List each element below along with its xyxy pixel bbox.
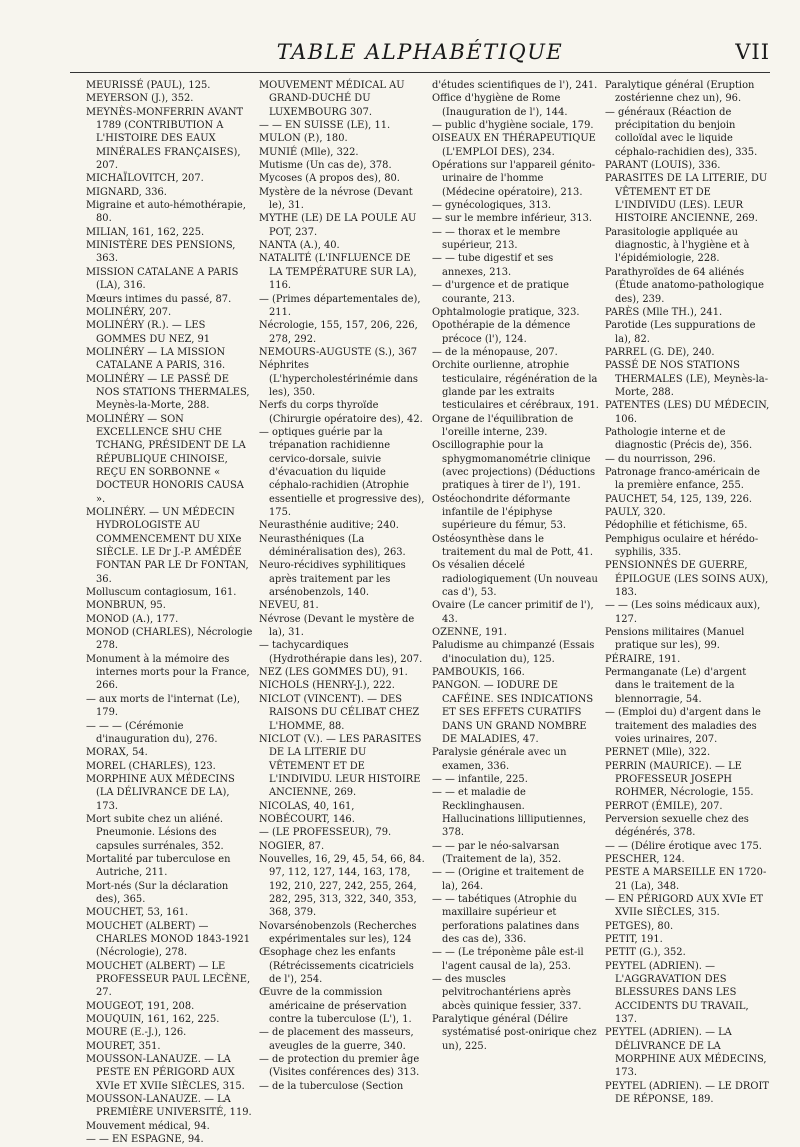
index-entry: MOLINÉRY (R.). — LES GOMMES DU NEZ, 91 xyxy=(86,320,211,345)
index-entry: Parasitologie appliquée au diagnostic, à l'hygiène et à l'épidémiologie, 228. xyxy=(605,226,750,265)
index-entry: Paludisme au chimpanzé (Essais d'inoculation du), 125. xyxy=(432,640,595,665)
index-entry: NANTA (A.), 40. xyxy=(259,240,340,252)
index-entry: MOLINÉRY — LA MISSION CATALANE A PARIS, 316. xyxy=(86,346,226,372)
page-title: TABLE ALPHABÉTIQUE xyxy=(276,40,564,64)
index-entry: — — et maladie de Recklinghausen. Hallucinations lilliputiennes, 378. xyxy=(432,787,586,839)
index-entry: NICOLAS, 40, 161, xyxy=(259,800,355,812)
index-entry: Mouvement médical, 94. xyxy=(86,1120,210,1132)
index-entry: — — EN ESPAGNE, 94. xyxy=(86,1134,204,1146)
index-entry: — (Emploi du) d'argent dans le traitement des maladies des voies urinaires, 207. xyxy=(605,707,761,745)
index-entry: MOURET, 351. xyxy=(86,1040,161,1052)
index-entry: MORPHINE AUX MÉDECINS (LA DÉLIVRANCE DE LA), 173. xyxy=(86,773,235,812)
header-rule xyxy=(70,72,770,73)
index-entry: MUNIÉ (Mlle), 322. xyxy=(259,146,359,158)
index-entry: Pensions militaires (Manuel pratique sur les), 99. xyxy=(605,627,745,652)
index-entry: Névrose (Devant le mystère de la), 31. xyxy=(259,613,415,639)
index-entry: Ostéosynthèse dans le traitement du mal de Pott, 41. xyxy=(432,533,594,559)
index-entry: — — (Le tréponème pâle est-il l'agent causal de la), 253. xyxy=(432,947,584,972)
index-entry: — — EN SUISSE (LE), 11. xyxy=(259,120,391,132)
index-entry: Parathyroïdes de 64 aliénés (Étude anatomo-pathologique des), 239. xyxy=(605,266,764,305)
index-entry: PERROT (ÉMILE), 207. xyxy=(605,800,723,812)
index-entry: NOBÉCOURT, 146. xyxy=(259,813,355,825)
index-entry: MINISTÈRE DES PENSIONS, 363. xyxy=(86,240,236,265)
index-entry: MEYNÈS-MONFERRIN AVANT 1789 (CONTRIBUTION A L'HISTOIRE DES EAUX MINÉRALES FRANÇAISES), 207. xyxy=(86,106,244,172)
index-entry: — des muscles pelvitrochantériens après abcès quinique fessier, 337. xyxy=(432,974,582,1012)
index-entry: — (Primes départementales de), 211. xyxy=(259,293,421,318)
index-entry: MOUCHET (ALBERT) — CHARLES MONOD 1843-1921 (Nécrologie), 278. xyxy=(86,920,251,959)
index-entry: NEVEU, 81. xyxy=(259,600,319,612)
index-entry: MONOD (CHARLES), Nécrologie 278. xyxy=(86,627,253,652)
index-entry: — — thorax et le membre supérieur, 213. xyxy=(432,226,561,252)
index-entry: Nerfs du corps thyroïde (Chirurgie opératoire des), 42. xyxy=(259,400,423,425)
index-entry: Mutisme (Un cas de), 378. xyxy=(259,160,392,172)
index-entry: — généraux (Réaction de précipitation du benjoin colloïdal avec le liquide céphalo-rachidien des), 335. xyxy=(605,106,758,158)
index-entry: Molluscum contagiosum, 161. xyxy=(86,587,237,599)
index-entry: PEYTEL (ADRIEN). — LA DÉLIVRANCE DE LA MORPHINE AUX MÉDECINS, 173. xyxy=(605,1027,767,1079)
index-entry: — — (Délire érotique avec 175. xyxy=(605,840,762,852)
index-entry: Oscillographie pour la sphygmomanométrie clinique (avec projections) (Déductions pratiques à tirer de l'), 191. xyxy=(432,440,596,492)
index-entry: PEYTEL (ADRIEN). — L'AGGRAVATION DES BLESSURES DANS LES ACCIDENTS DU TRAVAIL, 137. xyxy=(605,960,749,1026)
index-entry: — tachycardiques (Hydrothérapie dans les), 207. xyxy=(259,640,423,665)
index-entry: PASSÉ DE NOS STATIONS THERMALES (LE), Meynès-la-Morte, 288. xyxy=(605,360,769,398)
index-entry: Orchite ourlienne, atrophie testiculaire, régénération de la glande par les extraits testiculaires et cérébraux, 191. xyxy=(432,360,599,412)
index-entry: — — (Origine et traitement de la), 264. xyxy=(432,867,585,892)
page-number: VII xyxy=(735,40,770,64)
index-entry: PAMBOUKIS, 166. xyxy=(432,667,525,679)
index-entry: PESCHER, 124. xyxy=(605,853,685,865)
index-entry: MOLINÉRY — LE PASSÉ DE NOS STATIONS THERMALES, Meynès-la-Morte, 288. xyxy=(86,373,250,412)
index-entry: PARÈS (Mlle TH.), 241. xyxy=(605,306,723,318)
index-entry: MOUQUIN, 161, 162, 225. xyxy=(86,1014,220,1026)
index-entry: PETIT, 191. xyxy=(605,934,663,945)
index-entry: Mort subite chez un aliéné. Pneumonie. Lésions des capsules surrénales, 352. xyxy=(86,813,224,852)
index-entry: MONOD (A.), 177. xyxy=(86,613,179,625)
index-entry: — — tube digestif et ses annexes, 213. xyxy=(432,253,554,278)
index-entry: — de protection du premier âge (Visites conférences des) 313. xyxy=(259,1054,420,1079)
index-entry: NATALITÉ (L'INFLUENCE DE LA TEMPÉRATURE SUR LA), 116. xyxy=(259,253,417,292)
index-entry: PENSIONNÉS DE GUERRE, ÉPILOGUE (LES SOINS AUX), 183. xyxy=(605,560,769,599)
index-entry: MOUGEOT, 191, 208. xyxy=(86,1000,195,1012)
index-entry: PESTE A MARSEILLE EN 1720-21 (La), 348. xyxy=(605,867,767,892)
index-entry: PAUCHET, 54, 125, 139, 226. xyxy=(605,493,753,505)
index-entry: NOGIER, 87. xyxy=(259,840,325,852)
index-entry: Ostéochondrite déformante infantile de l'épiphyse supérieure du fémur, 53. xyxy=(432,493,571,532)
index-entry: Ophtalmologie pratique, 323. xyxy=(432,306,580,318)
index-entry: MOUCHET, 53, 161. xyxy=(86,907,189,919)
page-header xyxy=(70,40,770,74)
index-entry: NICHOLS (HENRY-J.), 222. xyxy=(259,680,395,692)
index-entry: Pathologie interne et de diagnostic (Précis de), 356. xyxy=(605,426,753,452)
index-entry: — EN PÉRIGORD AUX XVIe ET XVIIe SIÈCLES, 315. xyxy=(605,893,764,919)
index-entry: Parotide (Les suppurations de la), 82. xyxy=(605,320,756,345)
index-entry: Œsophage chez les enfants (Rétrécissements cicatriciels de l'), 254. xyxy=(259,947,414,986)
index-entry: PEYTEL (ADRIEN). — LE DROIT DE RÉPONSE, 189. xyxy=(605,1080,769,1106)
index-entry: Neurasthéniques (La déminéralisation des), 263. xyxy=(259,533,406,559)
index-entry: MYTHE (LE) DE LA POULE AU POT, 237. xyxy=(259,213,417,238)
index-entry: Neurasthénie auditive; 240. xyxy=(259,520,399,532)
index-entry: d'études scientifiques de l'), 241. xyxy=(432,80,598,91)
index-entry: OISEAUX EN THÉRAPEUTIQUE (L'EMPLOI DES), 234. xyxy=(432,133,596,158)
index-entry: Perversion sexuelle chez des dégénérés, 378. xyxy=(605,813,749,839)
index-entry: MIGNARD, 336. xyxy=(86,186,167,198)
index-entry: MOREL (CHARLES), 123. xyxy=(86,760,216,772)
index-entry: MONBRUN, 95. xyxy=(86,600,166,612)
index-entry: MISSION CATALANE A PARIS (LA), 316. xyxy=(86,266,239,292)
index-entry: — gynécologiques, 313. xyxy=(432,200,552,212)
index-entry: Mort-nés (Sur la déclaration des), 365. xyxy=(86,880,229,905)
index-entry: Pédophilie et fétichisme, 65. xyxy=(605,520,748,532)
index-entry: — — — (Cérémonie d'inauguration du), 276. xyxy=(86,720,218,745)
index-entry: MICHAÏLOVITCH, 207. xyxy=(86,173,204,185)
index-entry: MOUVEMENT MÉDICAL AU GRAND-DUCHÉ DU LUXEMBOURG 307. xyxy=(259,80,405,118)
index-entry: PÉRAIRE, 191. xyxy=(605,653,681,665)
index-entry: MOUSSON-LANAUZE. — LA PESTE EN PÉRIGORD AUX XVIe ET XVIIe SIÈCLES, 315. xyxy=(86,1054,245,1092)
index-entry: Os vésalien décelé radiologiquement (Un nouveau cas d'), 53. xyxy=(432,560,598,599)
index-entry: — optiques guérie par la trépanation rachidienne cervico-dorsale, suivie d'évacuation du liquide céphalo-rachidien (Atrophie essentielle et progressive des), 175. xyxy=(259,426,425,518)
index-entry: — de placement des masseurs, aveugles de la guerre, 340. xyxy=(259,1027,414,1052)
index-entry: Ovaire (Le cancer primitif de l'), 43. xyxy=(432,600,594,625)
index-entry: PERRIN (MAURICE). — LE PROFESSEUR JOSEPH ROHMER, Nécrologie, 155. xyxy=(605,760,754,799)
index-column-4 xyxy=(605,79,772,1129)
index-entry: NICLOT (V.). — LES PARASITES DE LA LITERIE DU VÊTEMENT ET DE L'INDIVIDU. LEUR HISTOIRE ANCIENNE, 269. xyxy=(259,733,422,799)
index-entry: Permanganate (Le) d'argent dans le traitement de la blennorragie, 54. xyxy=(605,667,747,705)
index-entry: — (LE PROFESSEUR), 79. xyxy=(259,827,392,839)
index-entry: MULON (P.), 180. xyxy=(259,133,348,145)
index-entry: Paralysie générale avec un examen, 336. xyxy=(432,747,567,772)
index-entry: Novarsénobenzols (Recherches expérimentales sur les), 124 xyxy=(259,920,417,945)
index-column-1 xyxy=(86,79,253,1146)
index-entry: PARASITES DE LA LITERIE, DU VÊTEMENT ET DE L'INDIVIDU (LES). LEUR HISTOIRE ANCIENNE, 269. xyxy=(605,173,768,225)
index-entry: NEZ (LES GOMMES DU), 91. xyxy=(259,667,408,679)
index-entry: — sur le membre inférieur, 313. xyxy=(432,213,593,225)
index-entry: Nécrologie, 155, 157, 206, 226, 278, 292. xyxy=(259,320,418,345)
index-entry: Organe de l'équilibration de l'oreille interne, 239. xyxy=(432,413,574,438)
index-entry: OZENNE, 191. xyxy=(432,627,507,639)
index-column-2 xyxy=(259,79,426,1129)
index-entry: Monument à la mémoire des internes morts pour la France, 266. xyxy=(86,653,250,692)
index-entry: MOLINÉRY, 207. xyxy=(86,306,172,318)
index-entry: Mystère de la névrose (Devant le), 31. xyxy=(259,186,413,212)
index-entry: PATENTES (LES) DU MÉDECIN, 106. xyxy=(605,400,770,425)
index-entry: PARANT (LOUIS), 336. xyxy=(605,160,721,172)
index-entry: — — infantile, 225. xyxy=(432,773,528,785)
index-entry: NEMOURS-AUGUSTE (S.), 367 xyxy=(259,346,418,358)
index-entry: Opothérapie de la démence précoce (l'), 124. xyxy=(432,320,571,345)
index-entry: — du nourrisson, 296. xyxy=(605,453,716,465)
index-entry: PERNET (Mlle), 322. xyxy=(605,747,711,759)
index-entry: MEYERSON (J.), 352. xyxy=(86,93,194,105)
index-entry: Mortalité par tuberculose en Autriche, 211. xyxy=(86,853,231,879)
index-entry: Paralytique général (Délire systématisé post-onirique chez un), 225. xyxy=(432,1014,597,1052)
index-entry: Pemphigus oculaire et hérédo-syphilis, 335. xyxy=(605,533,759,559)
index-entry: MOUCHET (ALBERT) — LE PROFESSEUR PAUL LECÈNE, 27. xyxy=(86,960,251,999)
index-entry: MILIAN, 161, 162, 225. xyxy=(86,226,205,238)
index-entry: MOLINÉRY — SON EXCELLENCE SHU CHE TCHANG, PRÉSIDENT DE LA RÉPUBLIQUE CHINOISE, REÇU EN SORBONNE « DOCTEUR HONORIS CAUSA ». xyxy=(86,413,246,505)
index-entry: — — (Les soins médicaux aux), 127. xyxy=(605,600,761,625)
index-entry: Mycoses (A propos des), 80. xyxy=(259,173,400,185)
index-entry: PETGES), 80. xyxy=(605,920,674,932)
index-entry: PAULY, 320. xyxy=(605,507,666,518)
index-entry: — de la tuberculose (Section xyxy=(259,1080,404,1092)
index-entry: MOURE (E.-J.), 126. xyxy=(86,1027,187,1039)
index-entry: — aux morts de l'internat (Le), 179. xyxy=(86,693,241,719)
index-entry: — public d'hygiène sociale, 179. xyxy=(432,120,594,132)
index-entry: Migraine et auto-hémothérapie, 80. xyxy=(86,200,246,225)
index-columns xyxy=(86,79,774,1146)
index-entry: PETIT (G.), 352. xyxy=(605,947,686,959)
index-entry: Mœurs intimes du passé, 87. xyxy=(86,293,232,305)
index-entry: MORAX, 54. xyxy=(86,747,148,759)
index-entry: PARREL (G. DE), 240. xyxy=(605,346,715,358)
index-entry: Patronage franco-américain de la première enfance, 255. xyxy=(605,466,760,492)
index-entry: Nouvelles, 16, 29, 45, 54, 66, 84. 97, 112, 127, 144, 163, 178, 192, 210, 227, 242, 255, 264, 282, 295, 313, 322, 340, 353, 368, 379. xyxy=(259,853,425,919)
index-entry: — de la ménopause, 207. xyxy=(432,346,558,358)
index-entry: Opérations sur l'appareil génito-urinaire de l'homme (Médecine opératoire), 213. xyxy=(432,160,596,198)
index-entry: MOUSSON-LANAUZE. — LA PREMIÈRE UNIVERSITÉ, 119. xyxy=(86,1094,252,1119)
index-entry: MOLINÉRY. — UN MÉDECIN HYDROLOGISTE AU COMMENCEMENT DU XIXe SIÈCLE. LE Dr J.-P. AMÉDÉE FONTAN PAR LE Dr FONTAN, 36. xyxy=(86,507,249,585)
index-entry: Office d'hygiène de Rome (Inauguration de l'), 144. xyxy=(432,93,568,118)
index-entry: NICLOT (VINCENT). — DES RAISONS DU CÉLIBAT CHEZ L'HOMME, 88. xyxy=(259,693,420,732)
index-entry: PANGON. — IODURE DE CAFÉINE. SES INDICATIONS ET SES EFFETS CURATIFS DANS UN GRAND NOMBRE DE MALADIES, 47. xyxy=(432,680,594,745)
index-entry: Neuro-récidives syphilitiques après traitement par les arsénobenzols, 140. xyxy=(259,560,406,599)
index-column-3 xyxy=(432,79,599,1129)
index-entry: Œuvre de la commission américaine de préservation contre la tuberculose (L'), 1. xyxy=(259,987,412,1026)
index-entry: MEURISSÉ (PAUL), 125. xyxy=(86,80,211,91)
index-entry: — — par le néo-salvarsan (Traitement de la), 352. xyxy=(432,840,562,865)
index-entry: — — tabétiques (Atrophie du maxillaire supérieur et perforations palatines dans des cas de), 336. xyxy=(432,893,580,945)
index-entry: Paralytique général (Eruption zostérienne chez un), 96. xyxy=(605,80,755,105)
index-entry: Néphrites (L'hypercholestérinémie dans les), 350. xyxy=(259,360,418,398)
index-entry: — d'urgence et de pratique courante, 213. xyxy=(432,280,570,305)
